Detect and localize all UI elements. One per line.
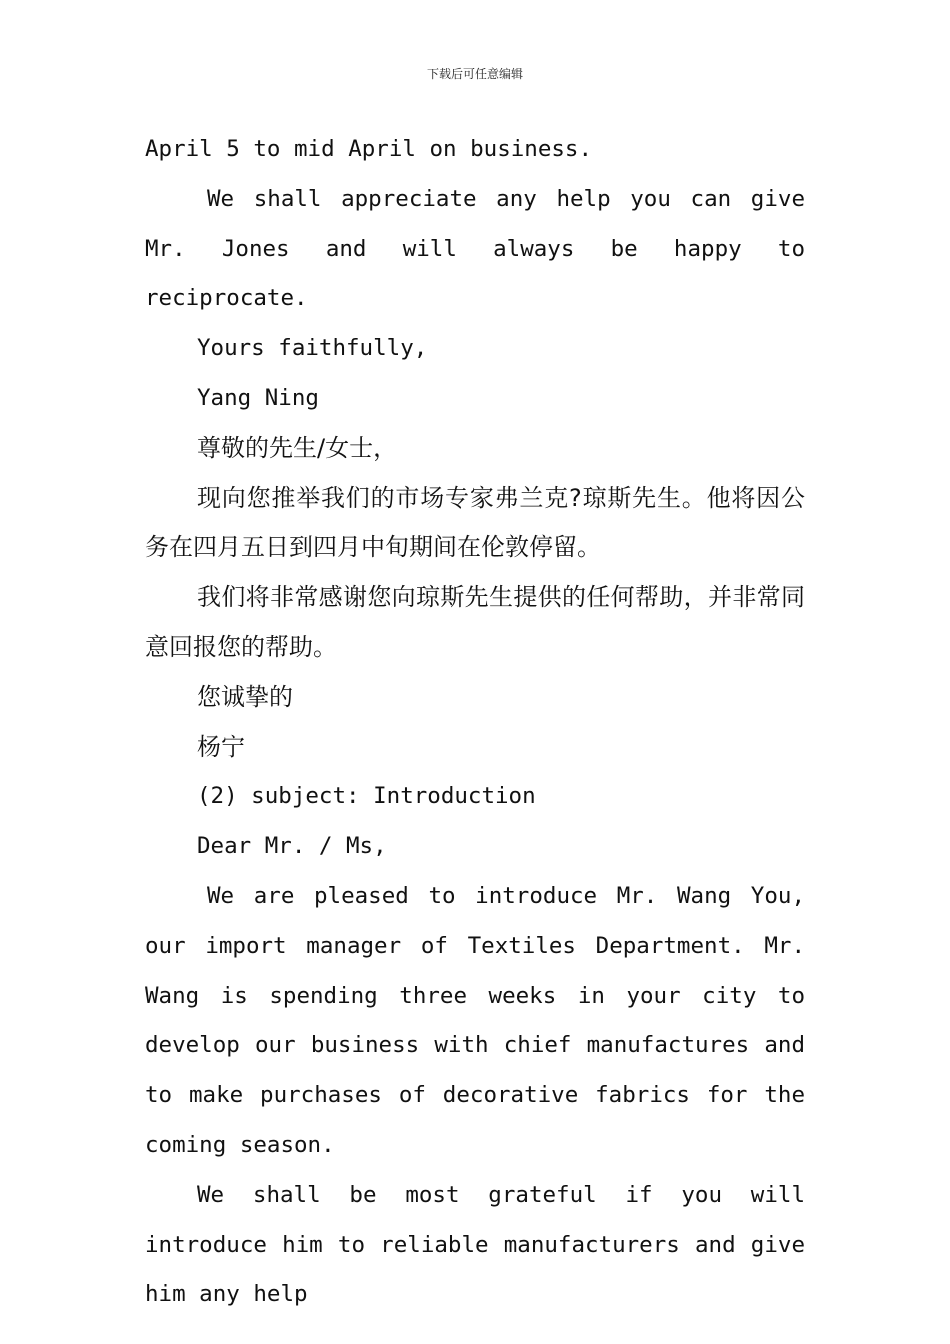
paragraph-appreciation: We shall appreciate any help you can give Mr. Jones and will always be happy to reciprocate. [145, 185, 805, 312]
paragraph-introduce-wang: We are pleased to introduce Mr. Wang You, our import manager of Textiles Department. Mr. Wang is spending three weeks in your city to develop our business with chief manufactures and to make purchases of decorative fabrics for the coming season. [145, 882, 805, 1158]
paragraph-continuation: April 5 to mid April on business. [145, 136, 593, 162]
chinese-paragraph-introduction: 现向您推举我们的市场专家弗兰克?琼斯先生。他将因公务在四月五日到四月中旬期间在伦敦停留。 [145, 483, 805, 562]
chinese-closing: 您诚挚的 [197, 682, 293, 711]
paragraph-grateful: We shall be most grateful if you will introduce him to reliable manufacturers and give him any help [145, 1181, 805, 1308]
salutation: Dear Mr. / Ms, [197, 833, 387, 860]
document-body [145, 125, 805, 1320]
closing-salutation: Yours faithfully, [197, 335, 428, 362]
page-header: 下载后可任意编辑 [426, 67, 523, 81]
chinese-signature: 杨宁 [197, 732, 245, 761]
chinese-paragraph-appreciation: 我们将非常感谢您向琼斯先生提供的任何帮助，并非常同意回报您的帮助。 [145, 583, 805, 661]
signature-name: Yang Ning [197, 384, 319, 411]
subject-line: (2) subject: Introduction [197, 783, 536, 810]
chinese-salutation: 尊敬的先生/女士， [197, 433, 398, 462]
